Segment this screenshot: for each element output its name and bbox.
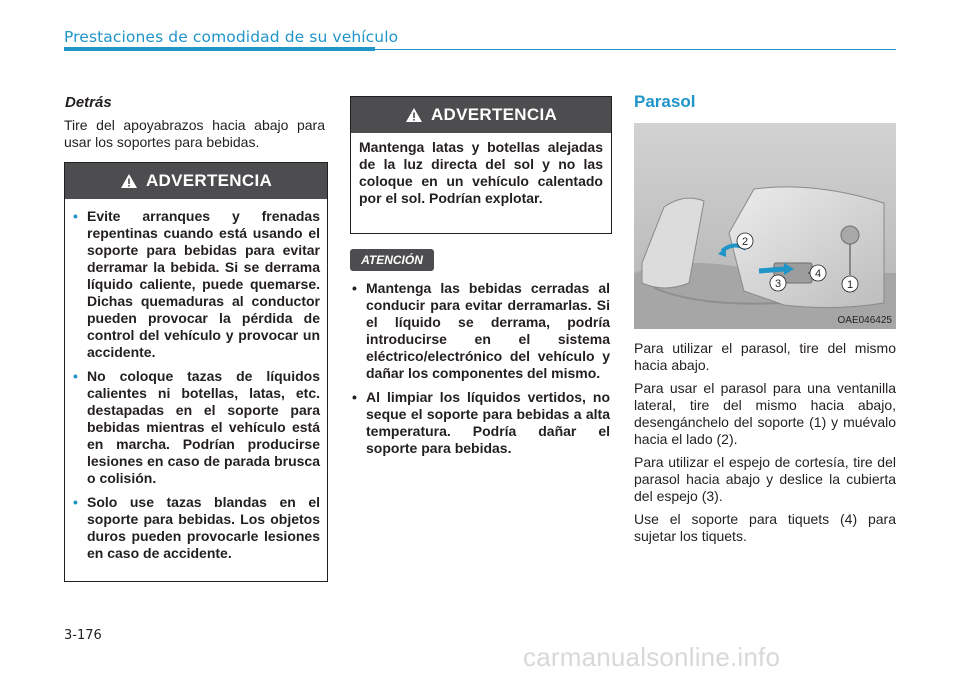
callout-3	[770, 275, 786, 291]
warning-box-1	[64, 162, 328, 582]
callout-4	[810, 265, 826, 281]
header-rule-thin	[375, 49, 896, 50]
warning-title: ADVERTENCIA	[430, 105, 558, 124]
svg-text:1: 1	[846, 279, 854, 291]
attention-badge: ATENCIÓN	[350, 249, 434, 271]
paragraph: Use el soporte para tiquets (4) para sujetar los tiquets.	[634, 511, 896, 544]
parasol-text	[634, 340, 896, 551]
section-title: Prestaciones de comodidad de su vehículo	[64, 28, 399, 46]
image-code: OAE046425	[837, 315, 892, 326]
sunvisor-illustration	[634, 123, 896, 329]
watermark: carmanualsonline.info	[523, 642, 781, 672]
cupholder-paragraph: Tire del apoyabrazos hacia abajo para usar los soportes para bebidas.	[64, 117, 325, 150]
warning-body	[65, 199, 327, 562]
heading-parasol: Parasol	[634, 92, 696, 111]
warning-title: ADVERTENCIA	[145, 171, 273, 190]
warning-item: • Solo use tazas blandas en el soporte para bebidas. Los objetos duros pueden provocarle lesiones en caso de accidente.	[73, 494, 320, 562]
warning-box-2	[350, 96, 612, 234]
paragraph: Para usar el parasol para una ventanilla lateral, tire del mismo hacia abajo, desengánchelo del soporte (1) y muévalo hacia el lado (2).	[634, 380, 896, 447]
paragraph: Para utilizar el espejo de cortesía, tire del parasol hacia abajo y deslice la cubierta del espejo (3).	[634, 454, 896, 504]
page-number: 3-176	[64, 628, 102, 643]
warning-triangle-icon	[120, 173, 138, 189]
callout-2	[737, 233, 753, 249]
warning-triangle-icon	[405, 107, 423, 123]
header-rule-thick	[64, 47, 375, 51]
svg-text:3: 3	[774, 278, 782, 290]
subhead-detras: Detrás	[65, 94, 112, 111]
warning-item: • No coloque tazas de líquidos calientes ni botellas, latas, etc. destapadas en el soporte para bebidas mientras el vehículo está en marcha. Podrían producirse lesiones en caso de parada brusca o colisión.	[73, 368, 320, 487]
warning-header	[351, 97, 611, 133]
warning-header	[65, 163, 327, 199]
svg-text:2: 2	[741, 236, 749, 248]
callout-1	[842, 276, 858, 292]
attention-body	[352, 280, 610, 464]
warning-text: Mantenga latas y botellas alejadas de la luz directa del sol y no las coloque en un vehículo calentado por el sol. Podrían explotar.	[359, 139, 603, 206]
attention-item: • Mantenga las bebidas cerradas al conducir para evitar derramarlas. Si el líquido se derrama, podría introducirse en el sistema eléctrico/electrónico del vehículo y dañar los componentes del mismo.	[352, 280, 610, 382]
svg-text:4: 4	[814, 268, 822, 280]
sunvisor-drawing	[634, 123, 896, 329]
warning-item: • Evite arranques y frenadas repentinas cuando está usando el soporte para bebidas para evitar derramar la bebida. Si se derrama líquido caliente, puede quemarse. Dichas quemaduras al conductor pueden provocar la pérdida de control del vehículo y provocar un accidente.	[73, 208, 320, 361]
attention-item: • Al limpiar los líquidos vertidos, no seque el soporte para bebidas a alta temperatura. Podría dañar el soporte para bebidas.	[352, 389, 610, 457]
paragraph: Para utilizar el parasol, tire del mismo hacia abajo.	[634, 340, 896, 373]
